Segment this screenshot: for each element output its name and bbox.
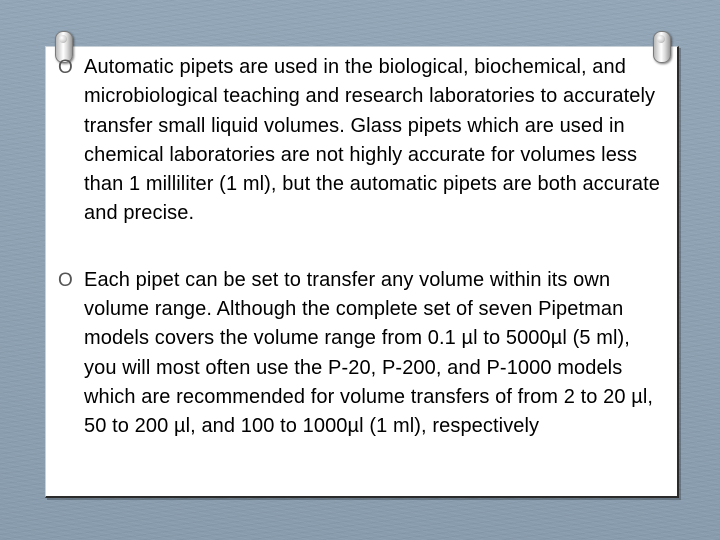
bullet-paragraph [58, 53, 668, 229]
bullet-marker: O [58, 57, 73, 78]
bullet-marker: O [58, 269, 73, 291]
bullet-paragraph [58, 266, 668, 442]
paragraph-text: Automatic pipets are used in the biological, biochemical, and microbiological teaching and research laboratories to accurately transfer small liquid volumes. Glass pipets which are used in chemical laboratories are not highly accurate for volumes less than 1 milliliter (1 ml), but the automatic pipets are both accurate and precise. [84, 56, 660, 225]
paragraph-text: Each pipet can be set to transfer any volume within its own volume range. Although the complete set of seven Pipetman models covers the volume range from 0.1 µl to 5000µl (5 ml), you will most often use the P-20, P-200, and P-1000 models which are recommended for volume transfers of from 2 to 20 µl, 50 to 200 µl, and 100 to 1000µl (1 ml), respectively [84, 268, 654, 438]
slide-content [58, 53, 668, 442]
